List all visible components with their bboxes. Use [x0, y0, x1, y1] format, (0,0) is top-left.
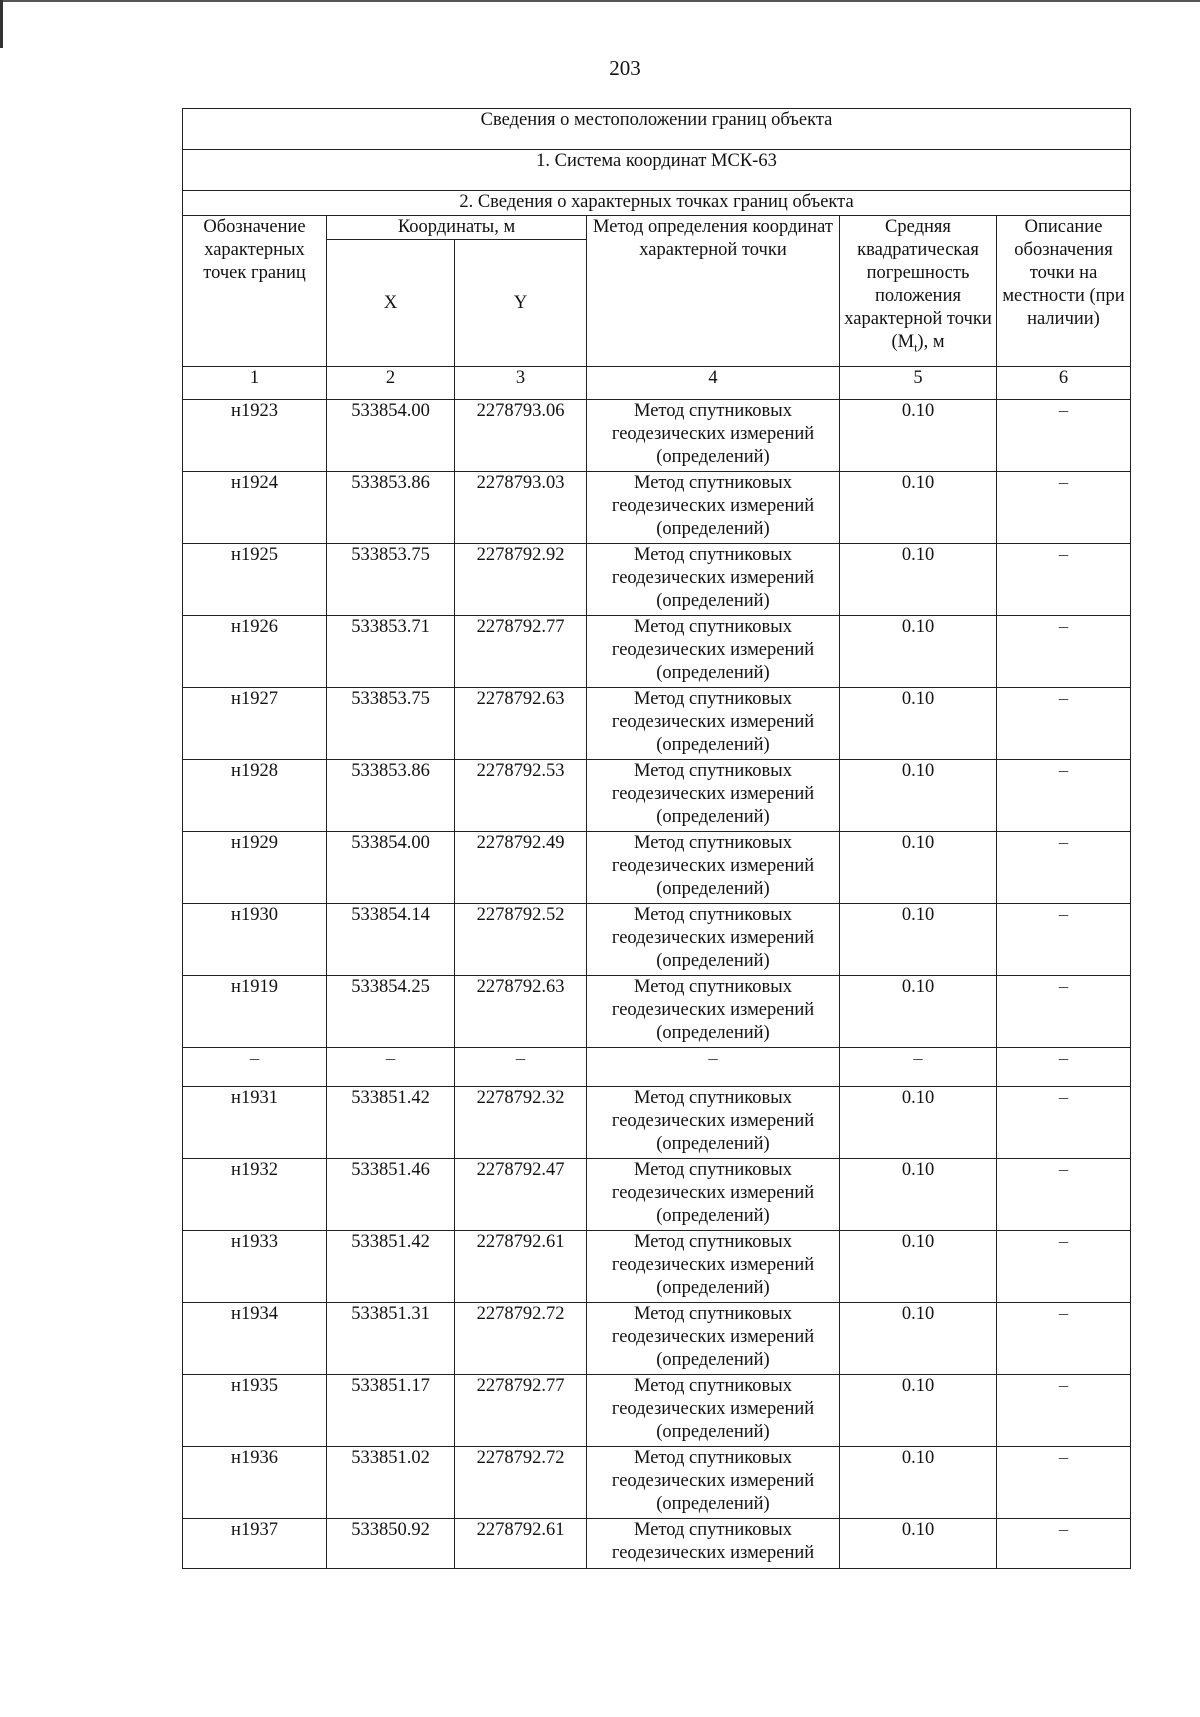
mean-square-error: 0.10: [840, 1087, 997, 1159]
scan-edge-line: [0, 0, 1200, 2]
point-designation: н1937: [183, 1519, 327, 1569]
header-method: Метод определения координат характерной точки: [587, 216, 840, 367]
table-row: [183, 1303, 1131, 1375]
coord-x: 533854.00: [327, 400, 455, 472]
method: Метод спутниковых геодезических измерений (определений): [587, 616, 840, 688]
coordinate-system-row: [183, 150, 1131, 191]
separator-dash: –: [840, 1048, 997, 1087]
separator-dash: –: [183, 1048, 327, 1087]
coord-y: 2278792.53: [455, 760, 587, 832]
mean-square-error: 0.10: [840, 616, 997, 688]
mean-square-error: 0.10: [840, 904, 997, 976]
mean-square-error: 0.10: [840, 832, 997, 904]
table-row: [183, 616, 1131, 688]
method: Метод спутниковых геодезических измерений (определений): [587, 760, 840, 832]
mean-square-error: 0.10: [840, 760, 997, 832]
table-row: [183, 1447, 1131, 1519]
point-designation: н1928: [183, 760, 327, 832]
header-x: X: [327, 240, 455, 367]
header-designation: Обозначение характерных точек границ: [183, 216, 327, 367]
coord-y: 2278792.63: [455, 688, 587, 760]
header-error: Средняя квадратическая погрешность положения характерной точки $(M_t)$, м: [840, 216, 997, 367]
method: Метод спутниковых геодезических измерений (определений): [587, 1087, 840, 1159]
method: Метод спутниковых геодезических измерений (определений): [587, 1231, 840, 1303]
point-description: –: [997, 1087, 1131, 1159]
section-title-row: [183, 191, 1131, 216]
table-row: [183, 976, 1131, 1048]
coord-x: 533851.46: [327, 1159, 455, 1231]
mean-square-error: 0.10: [840, 976, 997, 1048]
point-description: –: [997, 904, 1131, 976]
coord-x: 533854.14: [327, 904, 455, 976]
mean-square-error: 0.10: [840, 544, 997, 616]
coord-y: 2278792.72: [455, 1447, 587, 1519]
coordinate-system: 1. Система координат МСК-63: [183, 150, 1131, 191]
point-designation: н1924: [183, 472, 327, 544]
table-row: [183, 1519, 1131, 1569]
method: Метод спутниковых геодезических измерений (определений): [587, 400, 840, 472]
coord-y: 2278792.61: [455, 1231, 587, 1303]
coord-y: 2278792.77: [455, 1375, 587, 1447]
coord-x: 533853.75: [327, 688, 455, 760]
mean-square-error: 0.10: [840, 1231, 997, 1303]
separator-dash: –: [327, 1048, 455, 1087]
coord-y: 2278792.47: [455, 1159, 587, 1231]
column-number: 3: [455, 367, 587, 400]
scan-edge-mark: [0, 0, 3, 48]
coord-x: 533851.02: [327, 1447, 455, 1519]
point-designation: н1933: [183, 1231, 327, 1303]
method: Метод спутниковых геодезических измерений (определений): [587, 544, 840, 616]
point-designation: н1936: [183, 1447, 327, 1519]
column-number: 4: [587, 367, 840, 400]
point-description: –: [997, 1375, 1131, 1447]
separator-dash: –: [587, 1048, 840, 1087]
coord-x: 533854.25: [327, 976, 455, 1048]
point-description: –: [997, 976, 1131, 1048]
table-row: [183, 1087, 1131, 1159]
point-description: –: [997, 1159, 1131, 1231]
coord-x: 533851.42: [327, 1231, 455, 1303]
header-row-1: [183, 216, 1131, 240]
point-description: –: [997, 544, 1131, 616]
separator-dash: –: [455, 1048, 587, 1087]
separator-row: [183, 1048, 1131, 1087]
coord-y: 2278792.61: [455, 1519, 587, 1569]
point-description: –: [997, 1303, 1131, 1375]
method: Метод спутниковых геодезических измерений (определений): [587, 904, 840, 976]
point-description: –: [997, 400, 1131, 472]
mean-square-error: 0.10: [840, 400, 997, 472]
column-numbers-row: [183, 367, 1131, 400]
point-description: –: [997, 688, 1131, 760]
method: Метод спутниковых геодезических измерений (определений): [587, 1159, 840, 1231]
point-designation: н1926: [183, 616, 327, 688]
coord-x: 533850.92: [327, 1519, 455, 1569]
point-designation: н1919: [183, 976, 327, 1048]
coord-y: 2278792.92: [455, 544, 587, 616]
method: Метод спутниковых геодезических измерений (определений): [587, 1303, 840, 1375]
header-y: Y: [455, 240, 587, 367]
table-row: [183, 1375, 1131, 1447]
point-designation: н1931: [183, 1087, 327, 1159]
coord-x: 533851.42: [327, 1087, 455, 1159]
coord-y: 2278792.63: [455, 976, 587, 1048]
column-number: 5: [840, 367, 997, 400]
method: Метод спутниковых геодезических измерений (определений): [587, 1375, 840, 1447]
coord-x: 533853.71: [327, 616, 455, 688]
table-row: [183, 544, 1131, 616]
mean-square-error: 0.10: [840, 1447, 997, 1519]
point-description: –: [997, 1447, 1131, 1519]
point-designation: н1934: [183, 1303, 327, 1375]
coord-y: 2278792.32: [455, 1087, 587, 1159]
mean-square-error: 0.10: [840, 1375, 997, 1447]
method: Метод спутниковых геодезических измерений (определений): [587, 1447, 840, 1519]
table-title-row: [183, 109, 1131, 150]
coord-y: 2278793.06: [455, 400, 587, 472]
point-designation: н1923: [183, 400, 327, 472]
mean-square-error: 0.10: [840, 472, 997, 544]
point-designation: н1927: [183, 688, 327, 760]
column-number: 2: [327, 367, 455, 400]
mean-square-error: 0.10: [840, 1519, 997, 1569]
table-row: [183, 400, 1131, 472]
method: Метод спутниковых геодезических измерений (определений): [587, 832, 840, 904]
coord-y: 2278793.03: [455, 472, 587, 544]
coord-x: 533853.75: [327, 544, 455, 616]
point-description: –: [997, 760, 1131, 832]
point-designation: н1929: [183, 832, 327, 904]
coord-x: 533853.86: [327, 472, 455, 544]
coord-x: 533854.00: [327, 832, 455, 904]
point-description: –: [997, 1519, 1131, 1569]
table-row: [183, 472, 1131, 544]
page-number: 203: [609, 56, 641, 80]
mean-square-error: 0.10: [840, 1159, 997, 1231]
point-description: –: [997, 832, 1131, 904]
column-number: 6: [997, 367, 1131, 400]
point-designation: н1930: [183, 904, 327, 976]
header-description: Описание обозначения точки на местности (при наличии): [997, 216, 1131, 367]
point-description: –: [997, 1231, 1131, 1303]
coord-y: 2278792.52: [455, 904, 587, 976]
header-coordinates: Координаты, м: [327, 216, 587, 240]
coord-x: 533853.86: [327, 760, 455, 832]
table-row: [183, 904, 1131, 976]
separator-dash: –: [997, 1048, 1131, 1087]
boundary-points-table: [182, 108, 1131, 1569]
coord-y: 2278792.72: [455, 1303, 587, 1375]
coord-x: 533851.17: [327, 1375, 455, 1447]
method: Метод спутниковых геодезических измерений (определений): [587, 688, 840, 760]
point-designation: н1932: [183, 1159, 327, 1231]
point-description: –: [997, 616, 1131, 688]
table-row: [183, 1159, 1131, 1231]
mean-square-error: 0.10: [840, 688, 997, 760]
method: Метод спутниковых геодезических измерений (определений): [587, 472, 840, 544]
column-number: 1: [183, 367, 327, 400]
point-description: –: [997, 472, 1131, 544]
coord-x: 533851.31: [327, 1303, 455, 1375]
coord-y: 2278792.77: [455, 616, 587, 688]
method: Метод спутниковых геодезических измерений: [587, 1519, 840, 1569]
point-designation: н1925: [183, 544, 327, 616]
coord-y: 2278792.49: [455, 832, 587, 904]
table-row: [183, 832, 1131, 904]
point-designation: н1935: [183, 1375, 327, 1447]
table-row: [183, 688, 1131, 760]
mean-square-error: 0.10: [840, 1303, 997, 1375]
table-row: [183, 760, 1131, 832]
table-row: [183, 1231, 1131, 1303]
section-title: 2. Сведения о характерных точках границ объекта: [183, 191, 1131, 216]
table-title: Сведения о местоположении границ объекта: [183, 109, 1131, 150]
method: Метод спутниковых геодезических измерений (определений): [587, 976, 840, 1048]
